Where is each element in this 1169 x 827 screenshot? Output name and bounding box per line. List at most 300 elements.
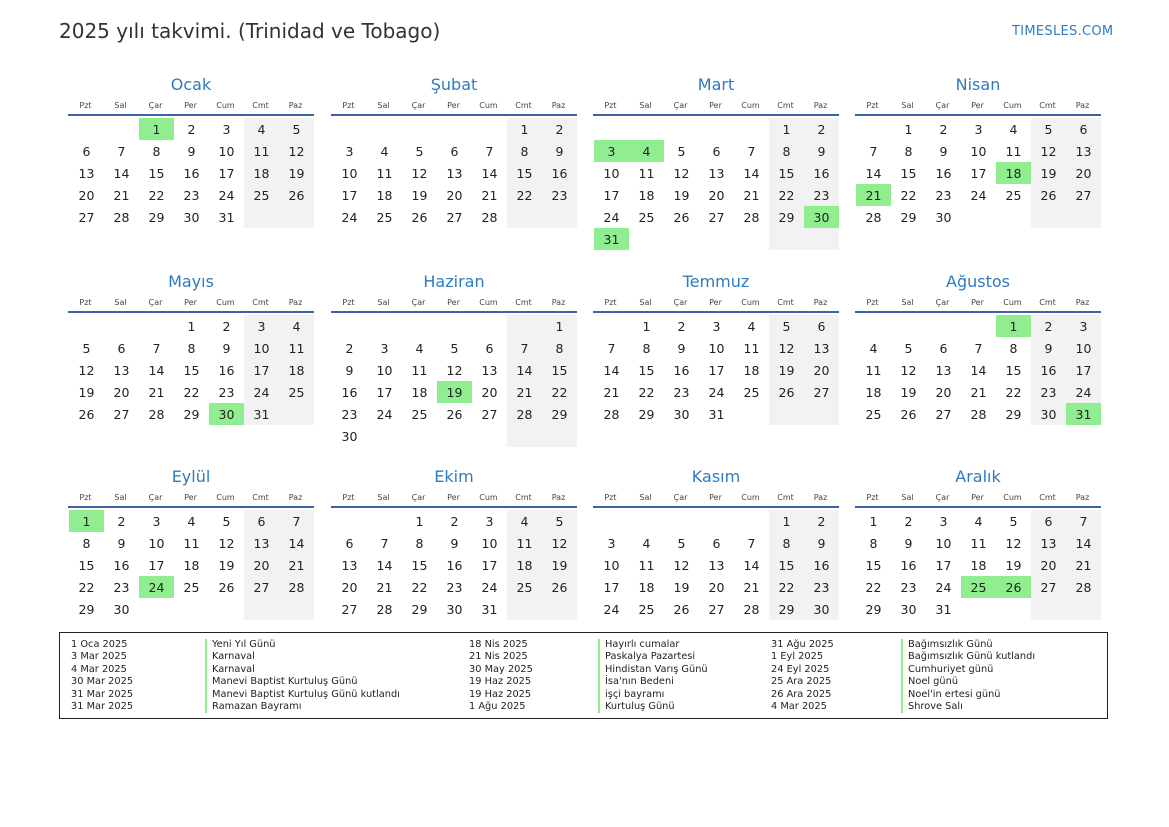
legend-date: 26 Ara 2025 [771, 688, 832, 700]
month-name: Haziran [423, 272, 485, 291]
day-cell: 21 [481, 187, 498, 203]
weekday-label: Çar [148, 298, 163, 307]
day-cell: 10 [218, 143, 235, 159]
weekday-label: Per [971, 298, 984, 307]
day-cell: 20 [935, 384, 952, 400]
day-cell: 15 [542, 359, 577, 381]
empty-cell [507, 315, 542, 337]
day-cell: 18 [865, 384, 882, 400]
day-cell: 2 [1031, 315, 1066, 337]
day-cell: 22 [638, 384, 655, 400]
day-cell: 25 [1005, 187, 1022, 203]
legend-holiday-name: Noel'in ertesi günü [908, 688, 1001, 700]
day-cell: 27 [708, 209, 725, 225]
day-cell: 16 [341, 384, 358, 400]
day-cell: 4 [974, 513, 983, 529]
legend-holiday-name: Karnaval [212, 651, 255, 663]
weekday-label: Paz [551, 298, 566, 307]
legend-date: 1 Oca 2025 [71, 639, 128, 650]
empty-cell [367, 315, 402, 337]
month-name: Ocak [170, 75, 212, 94]
day-cell: 7 [869, 143, 878, 159]
day-cell: 6 [450, 143, 459, 159]
day-cell: 27 [804, 381, 839, 403]
legend-date: 24 Eyl 2025 [771, 663, 830, 675]
day-cell: 15 [183, 362, 200, 378]
day-cell: 27 [935, 406, 952, 422]
day-cell: 8 [769, 532, 804, 554]
day-cell: 30 [900, 601, 917, 617]
weekday-label: Paz [1075, 101, 1090, 110]
day-cell: 11 [279, 337, 314, 359]
day-cell: 18 [743, 362, 760, 378]
empty-cell [769, 403, 804, 425]
day-cell: 31 [708, 406, 725, 422]
legend-date: 1 Eyl 2025 [771, 651, 824, 663]
day-cell: 11 [183, 535, 200, 551]
day-cell: 15 [148, 165, 165, 181]
day-cell: 18 [996, 162, 1031, 184]
day-cell: 26 [78, 406, 95, 422]
day-cell: 27 [341, 601, 358, 617]
day-cell: 2 [222, 318, 231, 334]
empty-cell [279, 403, 314, 425]
day-cell: 25 [183, 579, 200, 595]
month-name: Temmuz [682, 272, 750, 291]
empty-cell [542, 598, 577, 620]
day-cell: 27 [244, 576, 279, 598]
weekday-label: Cmt [1039, 493, 1056, 502]
day-cell: 17 [218, 165, 235, 181]
weekday-header [331, 99, 577, 112]
weekday-header [593, 491, 839, 504]
day-cell: 10 [1066, 337, 1101, 359]
weekday-header [855, 491, 1101, 504]
day-cell: 3 [152, 513, 161, 529]
day-cell: 9 [1031, 337, 1066, 359]
day-cell: 8 [82, 535, 91, 551]
empty-cell [104, 118, 139, 140]
weekday-label: Cmt [777, 298, 794, 307]
day-cell: 18 [411, 384, 428, 400]
day-cell: 28 [865, 209, 882, 225]
weekday-label: Per [447, 493, 460, 502]
weekday-label: Pzt [342, 298, 355, 307]
weekday-label: Pzt [342, 101, 355, 110]
day-cell: 18 [244, 162, 279, 184]
day-cell: 1 [642, 318, 651, 334]
day-cell: 22 [542, 381, 577, 403]
empty-cell [139, 598, 174, 620]
day-cell: 21 [1066, 554, 1101, 576]
empty-cell [367, 118, 402, 140]
day-cell: 19 [1031, 162, 1066, 184]
day-cell: 31 [218, 209, 235, 225]
empty-cell [734, 118, 769, 140]
legend-date: 18 Nis 2025 [469, 639, 528, 650]
day-cell: 1 [769, 510, 804, 532]
day-cell: 31 [594, 228, 629, 250]
day-cell: 22 [769, 576, 804, 598]
day-cell: 7 [380, 535, 389, 551]
empty-cell [367, 510, 402, 532]
weekday-label: Pzt [604, 101, 617, 110]
days-grid [593, 118, 839, 250]
day-cell: 31 [1066, 403, 1101, 425]
weekday-label: Cum [479, 101, 498, 110]
day-cell: 16 [542, 162, 577, 184]
days-grid [331, 510, 577, 620]
day-cell: 7 [747, 535, 756, 551]
day-cell: 2 [450, 513, 459, 529]
day-cell: 11 [1005, 143, 1022, 159]
day-cell: 27 [708, 601, 725, 617]
day-cell: 5 [222, 513, 231, 529]
empty-cell [594, 315, 629, 337]
weekday-label: Cmt [515, 298, 532, 307]
day-cell: 6 [1066, 118, 1101, 140]
day-cell: 23 [218, 384, 235, 400]
header-divider [855, 311, 1101, 313]
day-cell: 14 [376, 557, 393, 573]
day-cell: 23 [804, 184, 839, 206]
month-name: Ağustos [946, 272, 1010, 291]
day-cell: 10 [376, 362, 393, 378]
day-cell: 3 [712, 318, 721, 334]
days-grid [855, 510, 1101, 620]
day-cell: 14 [1066, 532, 1101, 554]
weekday-label: Pzt [866, 101, 879, 110]
day-cell: 8 [415, 535, 424, 551]
weekday-label: Sal [114, 493, 127, 502]
day-cell: 6 [345, 535, 354, 551]
weekday-header [68, 296, 314, 309]
day-cell: 17 [603, 579, 620, 595]
day-cell: 27 [113, 406, 130, 422]
day-cell: 20 [78, 187, 95, 203]
day-cell: 3 [222, 121, 231, 137]
day-cell: 16 [673, 362, 690, 378]
day-cell: 15 [769, 554, 804, 576]
day-cell: 25 [743, 384, 760, 400]
day-cell: 16 [804, 162, 839, 184]
day-cell: 12 [900, 362, 917, 378]
day-cell: 19 [279, 162, 314, 184]
day-cell: 9 [117, 535, 126, 551]
day-cell: 9 [904, 535, 913, 551]
day-cell: 30 [341, 428, 358, 444]
day-cell: 15 [78, 557, 95, 573]
weekday-label: Cmt [1039, 101, 1056, 110]
day-cell: 12 [411, 165, 428, 181]
day-cell: 10 [603, 165, 620, 181]
day-cell: 11 [638, 557, 655, 573]
weekday-label: Cmt [515, 493, 532, 502]
day-cell: 15 [769, 162, 804, 184]
weekday-label: Per [971, 493, 984, 502]
day-cell: 5 [769, 315, 804, 337]
day-cell: 20 [244, 554, 279, 576]
weekday-label: Per [971, 101, 984, 110]
weekday-label: Paz [813, 493, 828, 502]
day-cell: 16 [183, 165, 200, 181]
day-cell: 14 [507, 359, 542, 381]
weekday-label: Paz [1075, 493, 1090, 502]
day-cell: 29 [183, 406, 200, 422]
day-cell: 24 [935, 579, 952, 595]
empty-cell [244, 598, 279, 620]
day-cell: 30 [209, 403, 244, 425]
weekday-label: Sal [377, 298, 390, 307]
day-cell: 14 [743, 165, 760, 181]
month-block [593, 269, 839, 425]
day-cell: 22 [900, 187, 917, 203]
day-cell: 1 [542, 315, 577, 337]
day-cell: 30 [804, 206, 839, 228]
day-cell: 7 [507, 337, 542, 359]
day-cell: 13 [708, 557, 725, 573]
day-cell: 13 [935, 362, 952, 378]
day-cell: 22 [148, 187, 165, 203]
day-cell: 16 [804, 554, 839, 576]
weekday-label: Pzt [866, 493, 879, 502]
month-name: Şubat [430, 75, 478, 94]
day-cell: 1 [415, 513, 424, 529]
empty-cell [629, 118, 664, 140]
empty-cell [174, 598, 209, 620]
day-cell: 5 [82, 340, 91, 356]
header-divider [331, 506, 577, 508]
legend-date: 31 Mar 2025 [71, 688, 134, 700]
month-name: Ekim [434, 467, 474, 486]
legend-date: 25 Ara 2025 [771, 676, 832, 688]
day-cell: 7 [974, 340, 983, 356]
day-cell: 21 [148, 384, 165, 400]
empty-cell [1066, 598, 1101, 620]
day-cell: 1 [187, 318, 196, 334]
legend-holiday-name: Manevi Baptist Kurtuluş Günü kutlandı [212, 688, 400, 700]
day-cell: 26 [769, 381, 804, 403]
day-cell: 6 [82, 143, 91, 159]
day-cell: 10 [341, 165, 358, 181]
day-cell: 16 [1031, 359, 1066, 381]
day-cell: 16 [113, 557, 130, 573]
day-cell: 23 [542, 184, 577, 206]
weekday-label: Cum [741, 493, 760, 502]
day-cell: 19 [900, 384, 917, 400]
empty-cell [1066, 206, 1101, 228]
weekday-header [593, 99, 839, 112]
day-cell: 31 [244, 403, 279, 425]
day-cell: 13 [1066, 140, 1101, 162]
legend-date: 19 Haz 2025 [469, 688, 532, 700]
day-cell: 31 [481, 601, 498, 617]
header-divider [855, 506, 1101, 508]
day-cell: 7 [607, 340, 616, 356]
day-cell: 19 [673, 187, 690, 203]
weekday-label: Cmt [252, 101, 269, 110]
day-cell: 2 [904, 513, 913, 529]
weekday-label: Paz [551, 101, 566, 110]
day-cell: 28 [743, 209, 760, 225]
empty-cell [332, 315, 367, 337]
empty-cell [996, 598, 1031, 620]
day-cell: 30 [183, 209, 200, 225]
month-block [331, 269, 577, 447]
day-cell: 10 [148, 535, 165, 551]
day-cell: 1 [869, 513, 878, 529]
day-cell: 12 [446, 362, 463, 378]
day-cell: 23 [1031, 381, 1066, 403]
weekday-label: Cmt [515, 101, 532, 110]
day-cell: 7 [485, 143, 494, 159]
day-cell: 12 [673, 557, 690, 573]
day-cell: 3 [939, 513, 948, 529]
day-cell: 4 [244, 118, 279, 140]
day-cell: 10 [708, 340, 725, 356]
empty-cell [332, 118, 367, 140]
day-cell: 25 [279, 381, 314, 403]
empty-cell [104, 315, 139, 337]
empty-cell [996, 206, 1031, 228]
weekday-label: Sal [639, 298, 652, 307]
day-cell: 5 [677, 143, 686, 159]
empty-cell [402, 315, 437, 337]
weekday-label: Çar [148, 493, 163, 502]
day-cell: 6 [939, 340, 948, 356]
empty-cell [279, 598, 314, 620]
month-block [68, 72, 314, 228]
days-grid [331, 315, 577, 447]
day-cell: 21 [970, 384, 987, 400]
day-cell: 17 [935, 557, 952, 573]
day-cell: 28 [279, 576, 314, 598]
day-cell: 13 [804, 337, 839, 359]
day-cell: 28 [376, 601, 393, 617]
day-cell: 28 [1066, 576, 1101, 598]
empty-cell [472, 118, 507, 140]
legend-holiday-name: Cumhuriyet günü [908, 663, 994, 675]
day-cell: 27 [446, 209, 463, 225]
month-name: Mayıs [168, 272, 214, 291]
day-cell: 3 [1066, 315, 1101, 337]
month-block [855, 464, 1101, 620]
month-block [68, 464, 314, 620]
day-cell: 24 [603, 601, 620, 617]
day-cell: 12 [279, 140, 314, 162]
day-cell: 14 [970, 362, 987, 378]
weekday-label: Cum [479, 298, 498, 307]
day-cell: 17 [244, 359, 279, 381]
day-cell: 15 [638, 362, 655, 378]
days-grid [593, 315, 839, 425]
weekday-label: Cum [1003, 493, 1022, 502]
weekday-label: Cmt [777, 493, 794, 502]
day-cell: 12 [769, 337, 804, 359]
day-cell: 22 [865, 579, 882, 595]
legend-holiday-name: Kurtuluş Günü [605, 700, 675, 712]
legend-date: 31 Mar 2025 [71, 700, 134, 712]
legend-date: 4 Mar 2025 [71, 663, 127, 675]
day-cell: 24 [376, 406, 393, 422]
legend-holiday-name: Shrove Salı [908, 700, 963, 712]
weekday-label: Cmt [252, 493, 269, 502]
day-cell: 8 [642, 340, 651, 356]
day-cell: 9 [804, 140, 839, 162]
day-cell: 8 [869, 535, 878, 551]
day-cell: 1 [507, 118, 542, 140]
weekday-label: Paz [1075, 298, 1090, 307]
weekday-label: Per [709, 298, 722, 307]
day-cell: 19 [78, 384, 95, 400]
day-cell: 14 [148, 362, 165, 378]
day-cell: 18 [970, 557, 987, 573]
day-cell: 27 [481, 406, 498, 422]
day-cell: 1 [769, 118, 804, 140]
day-cell: 11 [244, 140, 279, 162]
weekday-label: Cum [216, 101, 235, 110]
empty-cell [402, 425, 437, 447]
empty-cell [856, 315, 891, 337]
empty-cell [542, 425, 577, 447]
weekday-label: Cum [1003, 101, 1022, 110]
empty-cell [664, 118, 699, 140]
day-cell: 4 [279, 315, 314, 337]
day-cell: 4 [869, 340, 878, 356]
day-cell: 8 [542, 337, 577, 359]
legend-holiday-name: Hindistan Varış Günü [605, 663, 708, 675]
day-cell: 7 [279, 510, 314, 532]
day-cell: 26 [1031, 184, 1066, 206]
weekday-label: Cum [216, 298, 235, 307]
day-cell: 6 [1031, 510, 1066, 532]
month-block [68, 269, 314, 425]
day-cell: 11 [411, 362, 428, 378]
month-name: Aralık [955, 467, 1001, 486]
day-cell: 3 [974, 121, 983, 137]
weekday-label: Cmt [777, 101, 794, 110]
empty-cell [926, 315, 961, 337]
empty-cell [69, 118, 104, 140]
day-cell: 21 [113, 187, 130, 203]
day-cell: 2 [345, 340, 354, 356]
page-title: 2025 yılı takvimi. (Trinidad ve Tobago) [59, 19, 441, 43]
day-cell: 25 [376, 209, 393, 225]
brand-link[interactable]: TIMESLES.COM [1012, 24, 1114, 39]
weekday-label: Per [184, 298, 197, 307]
day-cell: 1 [69, 510, 104, 532]
day-cell: 16 [900, 557, 917, 573]
day-cell: 13 [481, 362, 498, 378]
weekday-label: Çar [673, 101, 688, 110]
day-cell: 4 [507, 510, 542, 532]
day-cell: 23 [935, 187, 952, 203]
day-cell: 28 [743, 601, 760, 617]
empty-cell [734, 403, 769, 425]
weekday-label: Sal [901, 298, 914, 307]
weekday-label: Sal [639, 101, 652, 110]
day-cell: 2 [804, 118, 839, 140]
empty-cell [699, 510, 734, 532]
legend-holiday-name: Paskalya Pazartesi [605, 651, 696, 663]
empty-cell [594, 510, 629, 532]
day-cell: 10 [481, 535, 498, 551]
day-cell: 13 [1031, 532, 1066, 554]
day-cell: 9 [677, 340, 686, 356]
day-cell: 9 [345, 362, 354, 378]
empty-cell [629, 228, 664, 250]
weekday-label: Çar [411, 101, 426, 110]
